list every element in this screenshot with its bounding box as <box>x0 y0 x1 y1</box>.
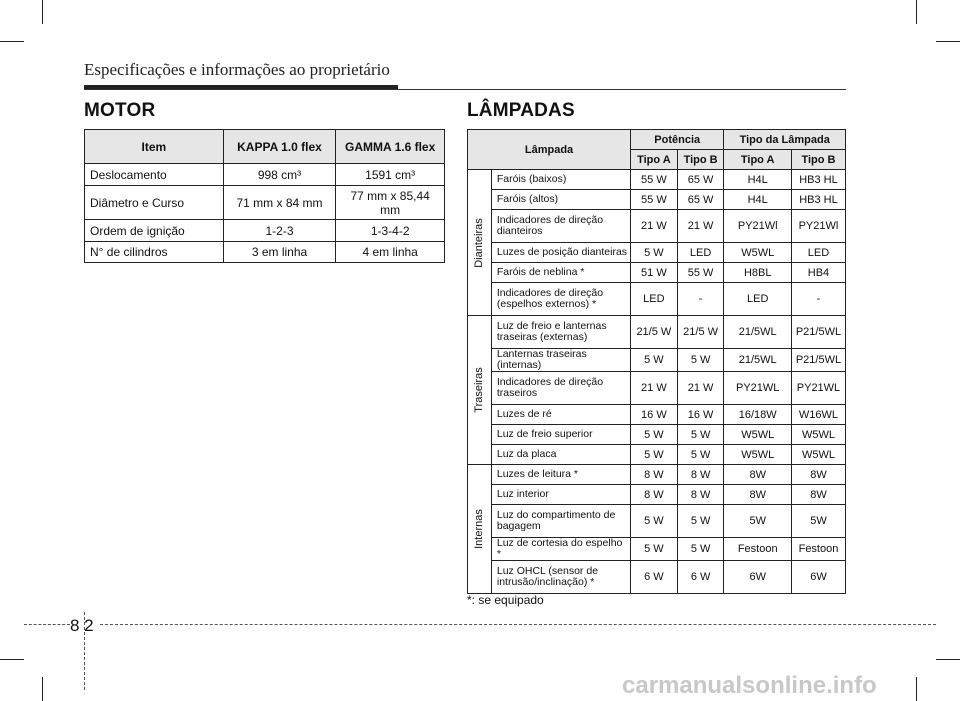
table-row <box>85 242 445 263</box>
cell-value: 21/5WL <box>724 316 792 349</box>
col-header-gamma: GAMMA 1.6 flex <box>336 130 445 164</box>
lamp-name: Luz de cortesia do espelho * <box>491 538 630 561</box>
lamp-name: Luz da placa <box>491 445 630 465</box>
group-label-internas <box>468 465 492 594</box>
cell-value: 21/5 W <box>631 316 678 349</box>
cell-value: W5WL <box>724 445 792 465</box>
table-row <box>85 186 445 220</box>
col-header-potencia-tipo-a: Tipo A <box>631 150 678 170</box>
cell-value: PY21Wl <box>791 210 845 243</box>
cell-value: PY21WL <box>724 372 792 405</box>
cell-value: H4L <box>724 190 792 210</box>
row-label: Deslocamento <box>85 164 224 186</box>
cell-value: 55 W <box>677 263 724 283</box>
table-row <box>468 465 846 485</box>
cell-value: 4 em linha <box>336 242 445 263</box>
footer-dashed-rule <box>24 624 70 625</box>
cell-value: 3 em linha <box>223 242 336 263</box>
cell-value: LED <box>631 283 678 316</box>
lamp-name: Luz de freio superior <box>491 425 630 445</box>
cell-value: W5WL <box>724 243 792 263</box>
cell-value: 77 mm x 85,44 mm <box>336 186 445 220</box>
lampadas-table <box>467 129 846 594</box>
cell-value: 5 W <box>631 505 678 538</box>
page-number: 8 2 <box>70 616 94 635</box>
group-label-text: Dianteiras <box>473 217 486 268</box>
cell-value: 21/5 W <box>677 316 724 349</box>
cell-value: PY21WL <box>791 372 845 405</box>
cell-value: 8 W <box>677 485 724 505</box>
lampadas-section-title: LÂMPADAS <box>467 100 575 121</box>
cell-value: P21/5WL <box>791 349 845 372</box>
motor-section-title: MOTOR <box>84 100 156 121</box>
cell-value: 21 W <box>631 210 678 243</box>
cell-value: 8W <box>791 465 845 485</box>
table-row <box>468 538 846 561</box>
cell-value: 8W <box>791 485 845 505</box>
lamp-name: Luzes de ré <box>491 405 630 425</box>
cell-value: - <box>677 283 724 316</box>
cell-value: 65 W <box>677 170 724 190</box>
chapter-title: Especificações e informações ao proprietário <box>84 60 390 79</box>
col-header-tipo-lampada: Tipo da Lâmpada <box>724 130 846 150</box>
cell-value: 5 W <box>677 505 724 538</box>
motor-table <box>84 129 445 263</box>
cell-value: 5 W <box>677 349 724 372</box>
table-row <box>85 220 445 242</box>
cell-value: 5 W <box>631 349 678 372</box>
crop-mark <box>916 0 917 24</box>
cell-value: 55 W <box>631 170 678 190</box>
group-label-traseiras <box>468 316 492 465</box>
table-row <box>468 210 846 243</box>
row-label: Diâmetro e Curso <box>85 186 224 220</box>
cell-value: 8 W <box>631 485 678 505</box>
cell-value: 5W <box>791 505 845 538</box>
table-row <box>468 445 846 465</box>
cell-value: PY21Wl <box>724 210 792 243</box>
cell-value: HB3 HL <box>791 190 845 210</box>
group-label-dianteiras <box>468 170 492 316</box>
cell-value: 5 W <box>677 425 724 445</box>
col-header-kappa: KAPPA 1.0 flex <box>223 130 336 164</box>
cell-value: 5 W <box>677 538 724 561</box>
cell-value: 5 W <box>631 243 678 263</box>
lamp-name: Luz de freio e lanternas traseiras (externas) <box>491 316 630 349</box>
cell-value: 51 W <box>631 263 678 283</box>
table-row <box>468 283 846 316</box>
cell-value: W5WL <box>791 445 845 465</box>
col-header-tipo-lampada-b: Tipo B <box>791 150 845 170</box>
table-row <box>468 316 846 349</box>
cell-value: 16 W <box>677 405 724 425</box>
lamp-name: Luz do compartimento de bagagem <box>491 505 630 538</box>
lampadas-header-row <box>468 130 846 150</box>
table-row <box>468 561 846 594</box>
cell-value: 6 W <box>677 561 724 594</box>
table-row <box>468 243 846 263</box>
cell-value: 8 W <box>677 465 724 485</box>
cell-value: Festoon <box>724 538 792 561</box>
cell-value: 8W <box>724 465 792 485</box>
cell-value: 6W <box>791 561 845 594</box>
table-row <box>468 170 846 190</box>
footnote: *: se equipado <box>467 593 544 607</box>
table-row <box>468 405 846 425</box>
cell-value: 1-2-3 <box>223 220 336 242</box>
cell-value: 5 W <box>631 538 678 561</box>
group-label-text: Internas <box>473 509 486 549</box>
header-rule <box>84 89 846 90</box>
cell-value: 21 W <box>677 372 724 405</box>
cell-value: 8W <box>724 485 792 505</box>
lamp-name: Luzes de posição dianteiras <box>491 243 630 263</box>
group-label-text: Traseiras <box>473 367 486 413</box>
cell-value: 5 W <box>677 445 724 465</box>
table-row <box>468 372 846 405</box>
lamp-name: Luzes de leitura * <box>491 465 630 485</box>
cell-value: 6 W <box>631 561 678 594</box>
cell-value: - <box>791 283 845 316</box>
cell-value: W5WL <box>724 425 792 445</box>
cell-value: LED <box>724 283 792 316</box>
crop-mark <box>42 677 43 701</box>
cell-value: 1591 cm³ <box>336 164 445 186</box>
crop-mark <box>936 41 960 42</box>
crop-mark <box>936 659 960 660</box>
table-row <box>468 425 846 445</box>
col-header-tipo-lampada-a: Tipo A <box>724 150 792 170</box>
cell-value: 55 W <box>631 190 678 210</box>
cell-value: H8BL <box>724 263 792 283</box>
cell-value: 1-3-4-2 <box>336 220 445 242</box>
lamp-name: Indicadores de direção (espelhos externos) * <box>491 283 630 316</box>
cell-value: LED <box>791 243 845 263</box>
table-row <box>468 190 846 210</box>
cell-value: 65 W <box>677 190 724 210</box>
cell-value: 6W <box>724 561 792 594</box>
cell-value: 5W <box>724 505 792 538</box>
table-row <box>468 485 846 505</box>
cell-value: 5 W <box>631 425 678 445</box>
motor-header-row <box>85 130 445 164</box>
cell-value: 71 mm x 84 mm <box>223 186 336 220</box>
row-label: N° de cilindros <box>85 242 224 263</box>
lamp-name: Faróis de neblina * <box>491 263 630 283</box>
cell-value: 8 W <box>631 465 678 485</box>
cell-value: HB3 HL <box>791 170 845 190</box>
lamp-name: Lanternas traseiras (internas) <box>491 349 630 372</box>
col-header-item: Item <box>85 130 224 164</box>
crop-mark <box>0 659 24 660</box>
cell-value: 16/18W <box>724 405 792 425</box>
crop-mark <box>42 0 43 24</box>
col-header-potencia-tipo-b: Tipo B <box>677 150 724 170</box>
cell-value: P21/5WL <box>791 316 845 349</box>
watermark: carmanualsonline.info <box>622 672 877 699</box>
cell-value: 16 W <box>631 405 678 425</box>
table-row <box>468 505 846 538</box>
crop-mark <box>916 677 917 701</box>
lamp-name: Indicadores de direção traseiros <box>491 372 630 405</box>
cell-value: 5 W <box>631 445 678 465</box>
row-label: Ordem de ignição <box>85 220 224 242</box>
cell-value: W16WL <box>791 405 845 425</box>
table-row <box>468 263 846 283</box>
cell-value: 21 W <box>677 210 724 243</box>
cell-value: W5WL <box>791 425 845 445</box>
lamp-name: Faróis (altos) <box>491 190 630 210</box>
lamp-name: Luz OHCL (sensor de intrusão/inclinação) * <box>491 561 630 594</box>
cell-value: HB4 <box>791 263 845 283</box>
table-row <box>85 164 445 186</box>
lamp-name: Luz interior <box>491 485 630 505</box>
cell-value: H4L <box>724 170 792 190</box>
col-header-lampada: Lâmpada <box>468 130 631 170</box>
lamp-name: Indicadores de direção dianteiros <box>491 210 630 243</box>
cell-value: 21/5WL <box>724 349 792 372</box>
col-header-potencia: Potência <box>631 130 724 150</box>
cell-value: LED <box>677 243 724 263</box>
cell-value: 21 W <box>631 372 678 405</box>
table-row <box>468 349 846 372</box>
cell-value: Festoon <box>791 538 845 561</box>
crop-mark <box>0 41 24 42</box>
lamp-name: Faróis (baixos) <box>491 170 630 190</box>
footer-dashed-rule <box>100 624 936 625</box>
cell-value: 998 cm³ <box>223 164 336 186</box>
